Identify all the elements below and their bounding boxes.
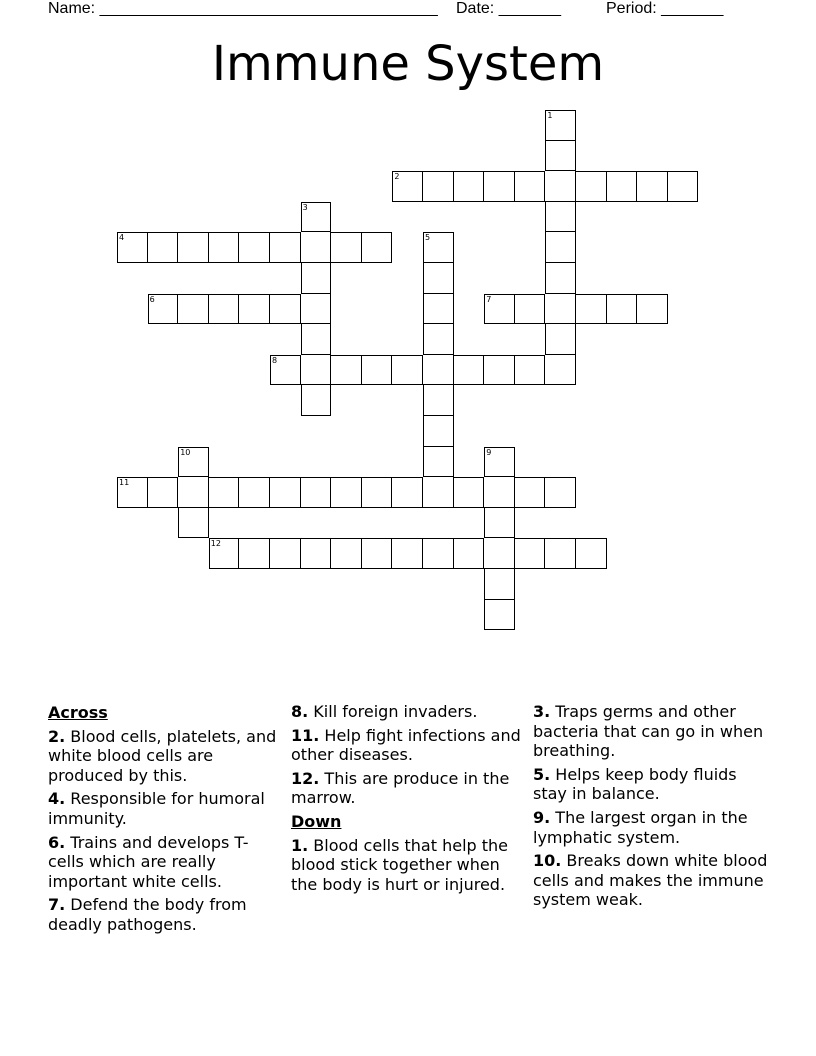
- grid-cell[interactable]: [239, 294, 270, 325]
- clue-number-label: 2: [394, 172, 400, 182]
- grid-cell[interactable]: [239, 538, 270, 569]
- grid-cell[interactable]: [362, 477, 393, 508]
- grid-cell[interactable]: [454, 171, 485, 202]
- grid-cell[interactable]: [607, 294, 638, 325]
- grid-cell[interactable]: [423, 232, 454, 263]
- student-info-header: [48, 0, 768, 20]
- grid-cell[interactable]: [423, 477, 454, 508]
- grid-cell[interactable]: [454, 538, 485, 569]
- clue-down-9: 9. The largest organ in the lymphatic system.: [533, 807, 748, 847]
- grid-cell[interactable]: [484, 538, 515, 569]
- grid-cell[interactable]: [362, 355, 393, 386]
- across-heading: Across: [48, 703, 108, 722]
- grid-cell[interactable]: [178, 294, 209, 325]
- clue-number-label: 5: [425, 233, 431, 243]
- grid-cell[interactable]: [331, 477, 362, 508]
- clue-number-label: 8: [272, 355, 278, 365]
- clue-column-3: [533, 702, 773, 914]
- grid-cell[interactable]: [270, 294, 301, 325]
- grid-cell[interactable]: [270, 477, 301, 508]
- down-heading: Down: [291, 811, 342, 831]
- grid-cell[interactable]: [484, 171, 515, 202]
- clue-across-7: 7. Defend the body from deadly pathogens.: [48, 895, 247, 934]
- clue-number-label: 11: [119, 478, 130, 488]
- grid-cell[interactable]: [301, 232, 332, 263]
- grid-cell[interactable]: [637, 294, 668, 325]
- clue-across-11: 11. Help fight infections and other diseases.: [291, 725, 521, 765]
- grid-cell[interactable]: [331, 232, 362, 263]
- grid-cell[interactable]: [423, 447, 454, 478]
- grid-cell[interactable]: [392, 477, 423, 508]
- grid-cell[interactable]: [239, 232, 270, 263]
- clue-number-label: 4: [119, 233, 125, 243]
- grid-cell[interactable]: [392, 538, 423, 569]
- page-title: Immune System: [211, 36, 605, 92]
- grid-cell[interactable]: [545, 477, 576, 508]
- grid-cell[interactable]: [117, 477, 148, 508]
- clue-number-label: 6: [149, 294, 155, 304]
- clue-number-label: 7: [486, 294, 492, 304]
- grid-cell[interactable]: [545, 538, 576, 569]
- grid-cell[interactable]: [515, 477, 546, 508]
- grid-cell[interactable]: [423, 263, 454, 294]
- grid-cell[interactable]: [423, 324, 454, 355]
- grid-cell[interactable]: [423, 294, 454, 325]
- grid-cell[interactable]: [484, 294, 515, 325]
- grid-cell[interactable]: [484, 569, 515, 600]
- name-field[interactable]: Name: ______________________________________: [48, 0, 438, 17]
- grid-cell[interactable]: [607, 171, 638, 202]
- period-field[interactable]: Period: _______: [606, 0, 724, 17]
- grid-cell[interactable]: [545, 232, 576, 263]
- grid-cell[interactable]: [270, 232, 301, 263]
- clue-down-1: 1. Blood cells that help the blood stick together when the body is hurt or injured.: [291, 835, 509, 894]
- grid-cell[interactable]: [209, 538, 240, 569]
- grid-cell[interactable]: [239, 477, 270, 508]
- grid-cell[interactable]: [545, 324, 576, 355]
- grid-cell[interactable]: [423, 385, 454, 416]
- clue-number-label: 1: [547, 111, 553, 120]
- grid-cell[interactable]: [270, 538, 301, 569]
- grid-cell[interactable]: [331, 538, 362, 569]
- grid-cell[interactable]: [454, 355, 485, 386]
- clue-number-label: 9: [486, 447, 492, 457]
- grid-cell[interactable]: [301, 538, 332, 569]
- grid-cell[interactable]: [301, 355, 332, 386]
- grid-cell[interactable]: [545, 294, 576, 325]
- grid-cell[interactable]: [576, 538, 607, 569]
- grid-cell[interactable]: [270, 355, 301, 386]
- clue-down-10: 10. Breaks down white blood cells and makes the immune system weak.: [533, 851, 768, 910]
- grid-cell[interactable]: [515, 171, 546, 202]
- grid-cell[interactable]: [545, 355, 576, 386]
- grid-cell[interactable]: [484, 477, 515, 508]
- grid-cell[interactable]: [576, 171, 607, 202]
- grid-cell[interactable]: [515, 355, 546, 386]
- clue-across-6: 6. Trains and develops T-cells which are really important white cells.: [48, 832, 249, 891]
- clue-down-3: 3. Traps germs and other bacteria that can go in when breathing.: [533, 702, 764, 761]
- clue-across-12: 12. This are produce in the marrow.: [291, 768, 510, 808]
- grid-cell[interactable]: [423, 538, 454, 569]
- grid-cell[interactable]: [178, 232, 209, 263]
- grid-cell[interactable]: [362, 232, 393, 263]
- grid-cell[interactable]: [637, 171, 668, 202]
- grid-cell[interactable]: [148, 477, 179, 508]
- clue-across-4: 4. Responsible for humoral immunity.: [48, 789, 265, 828]
- grid-cell[interactable]: [178, 477, 209, 508]
- grid-cell[interactable]: [392, 171, 423, 202]
- grid-cell[interactable]: [301, 263, 332, 294]
- clue-column-2: [291, 702, 523, 898]
- grid-cell[interactable]: [423, 171, 454, 202]
- grid-cell[interactable]: [545, 171, 576, 202]
- grid-cell[interactable]: [301, 385, 332, 416]
- clue-column-1: [48, 702, 280, 939]
- clue-across-8: 8. Kill foreign invaders.: [291, 702, 478, 721]
- grid-cell[interactable]: [668, 171, 699, 202]
- clue-number-label: 12: [210, 539, 221, 549]
- clue-number-label: 3: [302, 202, 308, 212]
- grid-cell[interactable]: [148, 232, 179, 263]
- grid-cell[interactable]: [515, 538, 546, 569]
- grid-cell[interactable]: [423, 416, 454, 447]
- grid-cell[interactable]: [362, 538, 393, 569]
- grid-cell[interactable]: [484, 600, 515, 631]
- grid-cell[interactable]: [178, 447, 209, 478]
- grid-cell[interactable]: [545, 202, 576, 233]
- grid-cell[interactable]: [209, 232, 240, 263]
- grid-cell[interactable]: [454, 477, 485, 508]
- grid-cell[interactable]: [178, 508, 209, 539]
- grid-cell[interactable]: [301, 202, 332, 233]
- grid-cell[interactable]: [545, 263, 576, 294]
- grid-cell[interactable]: [484, 447, 515, 478]
- grid-cell[interactable]: [484, 508, 515, 539]
- grid-cell[interactable]: [392, 355, 423, 386]
- grid-cell[interactable]: [576, 294, 607, 325]
- date-field[interactable]: Date: _______: [456, 0, 561, 17]
- grid-cell[interactable]: [117, 232, 148, 263]
- clue-across-2: 2. Blood cells, platelets, and white blood cells are produced by this.: [48, 726, 277, 785]
- clue-down-5: 5. Helps keep body fluids stay in balance.: [533, 764, 737, 804]
- grid-cell[interactable]: [301, 324, 332, 355]
- grid-cell[interactable]: [545, 141, 576, 172]
- grid-cell[interactable]: [515, 294, 546, 325]
- grid-cell[interactable]: [209, 294, 240, 325]
- grid-cell[interactable]: [301, 477, 332, 508]
- grid-cell[interactable]: [484, 355, 515, 386]
- clue-number-label: 10: [180, 447, 191, 457]
- grid-cell[interactable]: [209, 477, 240, 508]
- grid-cell[interactable]: [545, 110, 576, 141]
- grid-cell[interactable]: [148, 294, 179, 325]
- grid-cell[interactable]: [301, 294, 332, 325]
- grid-cell[interactable]: [331, 355, 362, 386]
- grid-cell[interactable]: [423, 355, 454, 386]
